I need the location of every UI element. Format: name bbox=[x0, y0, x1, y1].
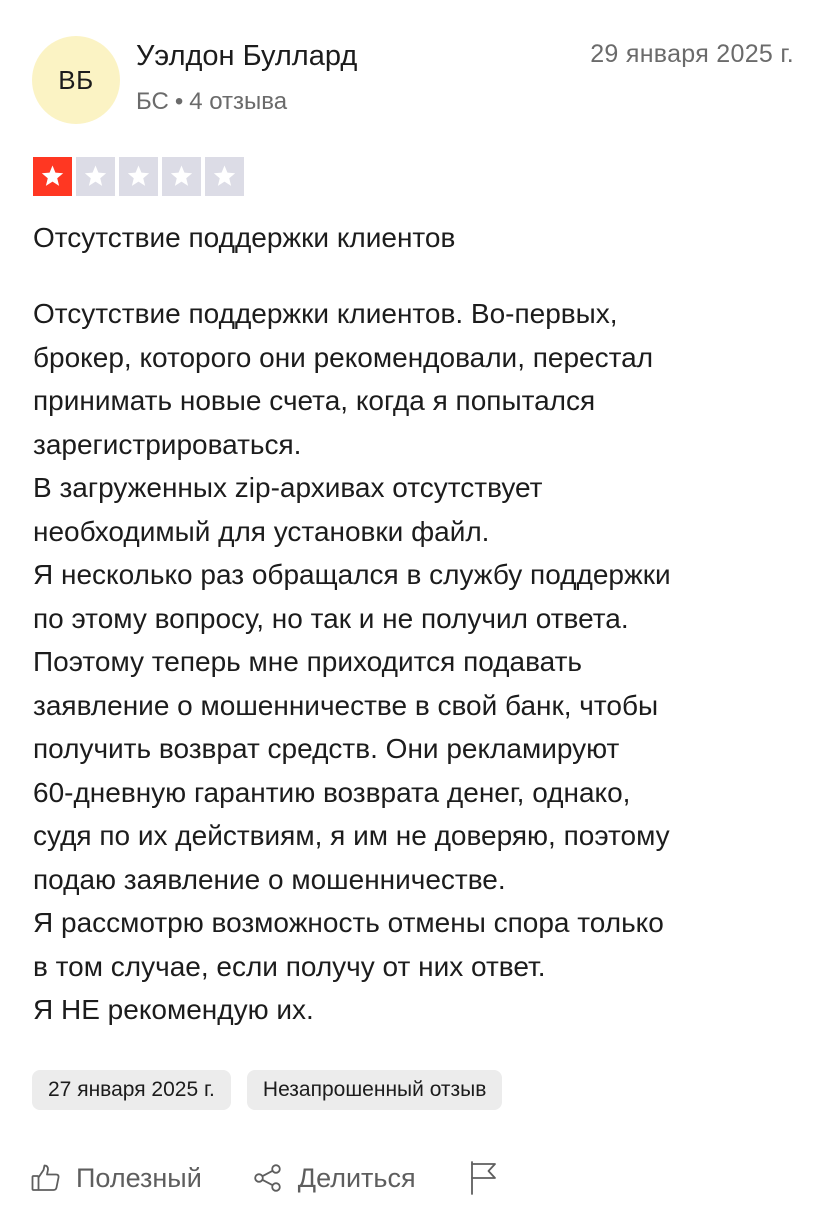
review-body-line: Я НЕ рекомендую их. bbox=[33, 994, 314, 1025]
star-filled-icon bbox=[33, 157, 72, 196]
reviewer-reviews-count: 4 отзыва bbox=[189, 88, 288, 115]
star-empty-icon bbox=[162, 157, 201, 196]
review-body-line: получить возврат средств. Они рекламируют bbox=[33, 733, 620, 764]
review-body-line: по этому вопросу, но так и не получил ответа. bbox=[33, 602, 629, 634]
review-body-line: Поэтому теперь мне приходится подавать bbox=[33, 646, 583, 677]
review-tags bbox=[32, 1070, 502, 1110]
review-body-line: Я рассмотрю возможность отмены спора только bbox=[33, 907, 664, 938]
review-body-line: заявление о мошенничестве в свой банк, чтобы bbox=[33, 689, 659, 721]
review-body-line: В загруженных zip-архивах отсутствует bbox=[33, 472, 543, 503]
review-actions bbox=[30, 1156, 514, 1200]
report-button[interactable] bbox=[468, 1160, 514, 1196]
review-title[interactable]: Отсутствие поддержки клиентов bbox=[33, 222, 456, 253]
helpful-label: Полезный bbox=[76, 1162, 202, 1193]
star-rating bbox=[33, 157, 244, 196]
helpful-button[interactable] bbox=[30, 1162, 202, 1194]
review-body-line: принимать новые счета, когда я попытался bbox=[33, 385, 596, 416]
star-empty-icon bbox=[119, 157, 158, 196]
star-empty-icon bbox=[205, 157, 244, 196]
experience-date-tag: 27 января 2025 г. bbox=[32, 1070, 231, 1110]
thumbs-up-icon bbox=[30, 1162, 62, 1194]
reviewer-name[interactable]: Уэлдон Буллард bbox=[136, 40, 358, 72]
review-body-line: подаю заявление о мошенничестве. bbox=[33, 863, 506, 895]
review-body-line: 60-дневную гарантию возврата денег, однако, bbox=[33, 776, 631, 808]
share-label: Делиться bbox=[297, 1162, 416, 1193]
flag-icon bbox=[468, 1160, 500, 1196]
review-body-line: зарегистрироваться. bbox=[33, 428, 302, 460]
review-body-line: Отсутствие поддержки клиентов. Во-первых, bbox=[33, 298, 618, 329]
share-button[interactable] bbox=[252, 1162, 416, 1194]
review-body-line: в том случае, если получу от них ответ. bbox=[33, 950, 546, 982]
meta-separator: • bbox=[174, 88, 184, 115]
unprompted-review-badge: Незапрошенный отзыв bbox=[247, 1070, 503, 1110]
star-empty-icon bbox=[76, 157, 115, 196]
review-body bbox=[33, 292, 813, 1032]
reviewer-country: БС bbox=[136, 88, 169, 115]
review-body-line: брокер, которого они рекомендовали, перестал bbox=[33, 341, 654, 373]
reviewer-meta bbox=[136, 88, 287, 116]
review-body-line: необходимый для установки файл. bbox=[33, 515, 490, 547]
share-icon bbox=[252, 1162, 284, 1194]
review-body-line: судя по их действиям, я им не доверяю, поэтому bbox=[33, 820, 670, 851]
avatar: ВБ bbox=[32, 36, 120, 124]
review-date: 29 января 2025 г. bbox=[590, 40, 794, 68]
review-body-line: Я несколько раз обращался в службу поддержки bbox=[33, 559, 671, 590]
